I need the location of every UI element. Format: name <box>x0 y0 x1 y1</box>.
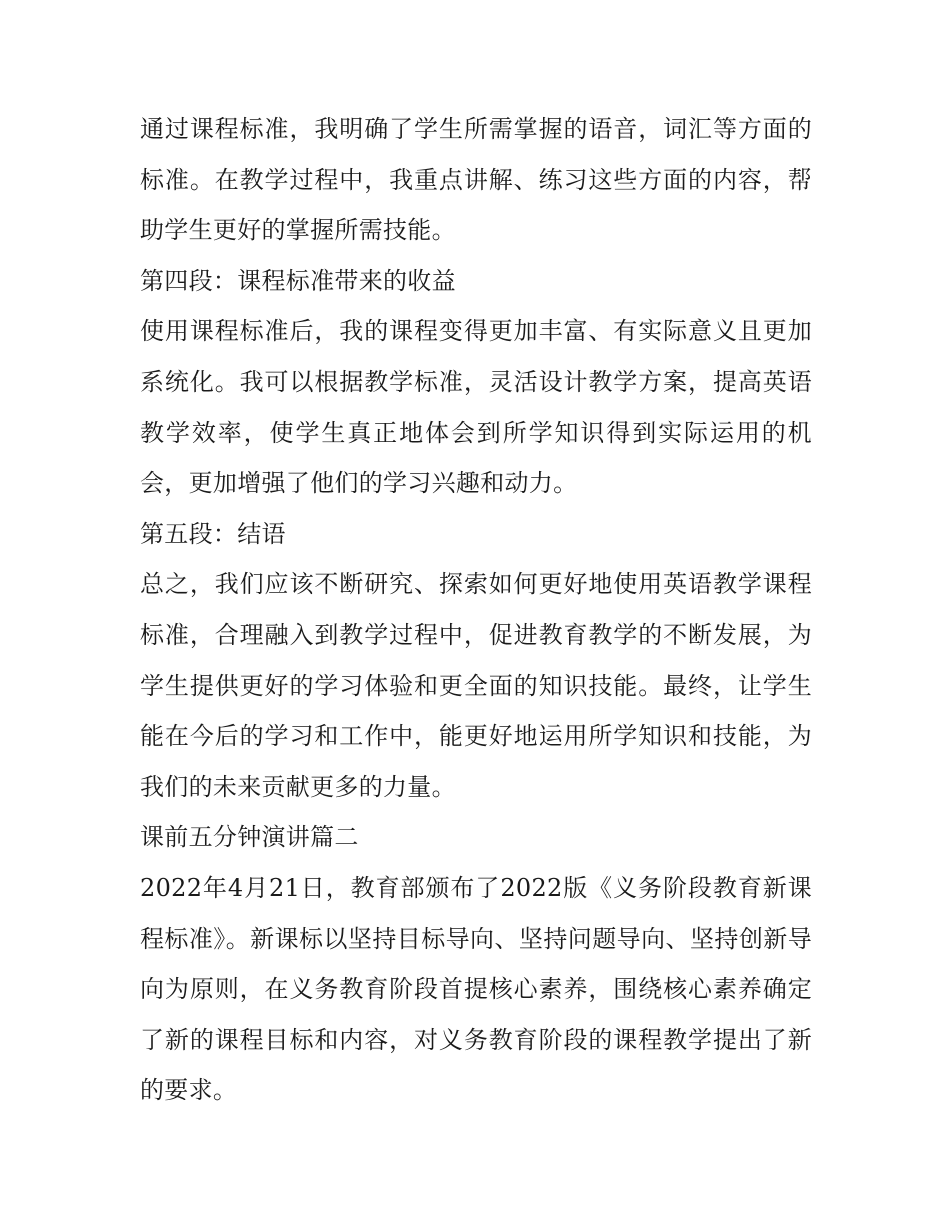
document-body <box>140 104 812 1116</box>
paragraph-conclusion: 总之，我们应该不断研究、探索如何更好地使用英语教学课程标准，合理融入到教学过程中，促进教育教学的不断发展，为学生提供更好的学习体验和更全面的知识技能。最终，让学生能在今后的学习和工作中，能更好地运用所学知识和技能，为我们的未来贡献更多的力量。 <box>140 570 812 801</box>
paragraph-new-standards: 2022年4月21日，教育部颁布了2022版《义务阶段教育新课程标准》。新课标以坚持目标导向、坚持问题导向、坚持创新导向为原则，在义务教育阶段首提核心素养，围绕核心素养确定了新的课程目标和内容，对义务教育阶段的课程教学提出了新的要求。 <box>140 873 812 1105</box>
speech-title: 课前五分钟演讲篇二 <box>140 823 359 852</box>
paragraph-benefits: 使用课程标准后，我的课程变得更加丰富、有实际意义且更加系统化。我可以根据教学标准，灵活设计教学方案，提高英语教学效率，使学生真正地体会到所学知识得到实际运用的机会，更加增强了他们的学习兴趣和动力。 <box>140 317 812 498</box>
paragraph-standards-mastery: 通过课程标准，我明确了学生所需掌握的语音，词汇等方面的标准。在教学过程中，我重点讲解、练习这些方面的内容，帮助学生更好的掌握所需技能。 <box>140 115 812 245</box>
section-heading-benefits: 第四段：课程标准带来的收益 <box>140 266 456 295</box>
section-heading-conclusion: 第五段：结语 <box>140 519 286 548</box>
